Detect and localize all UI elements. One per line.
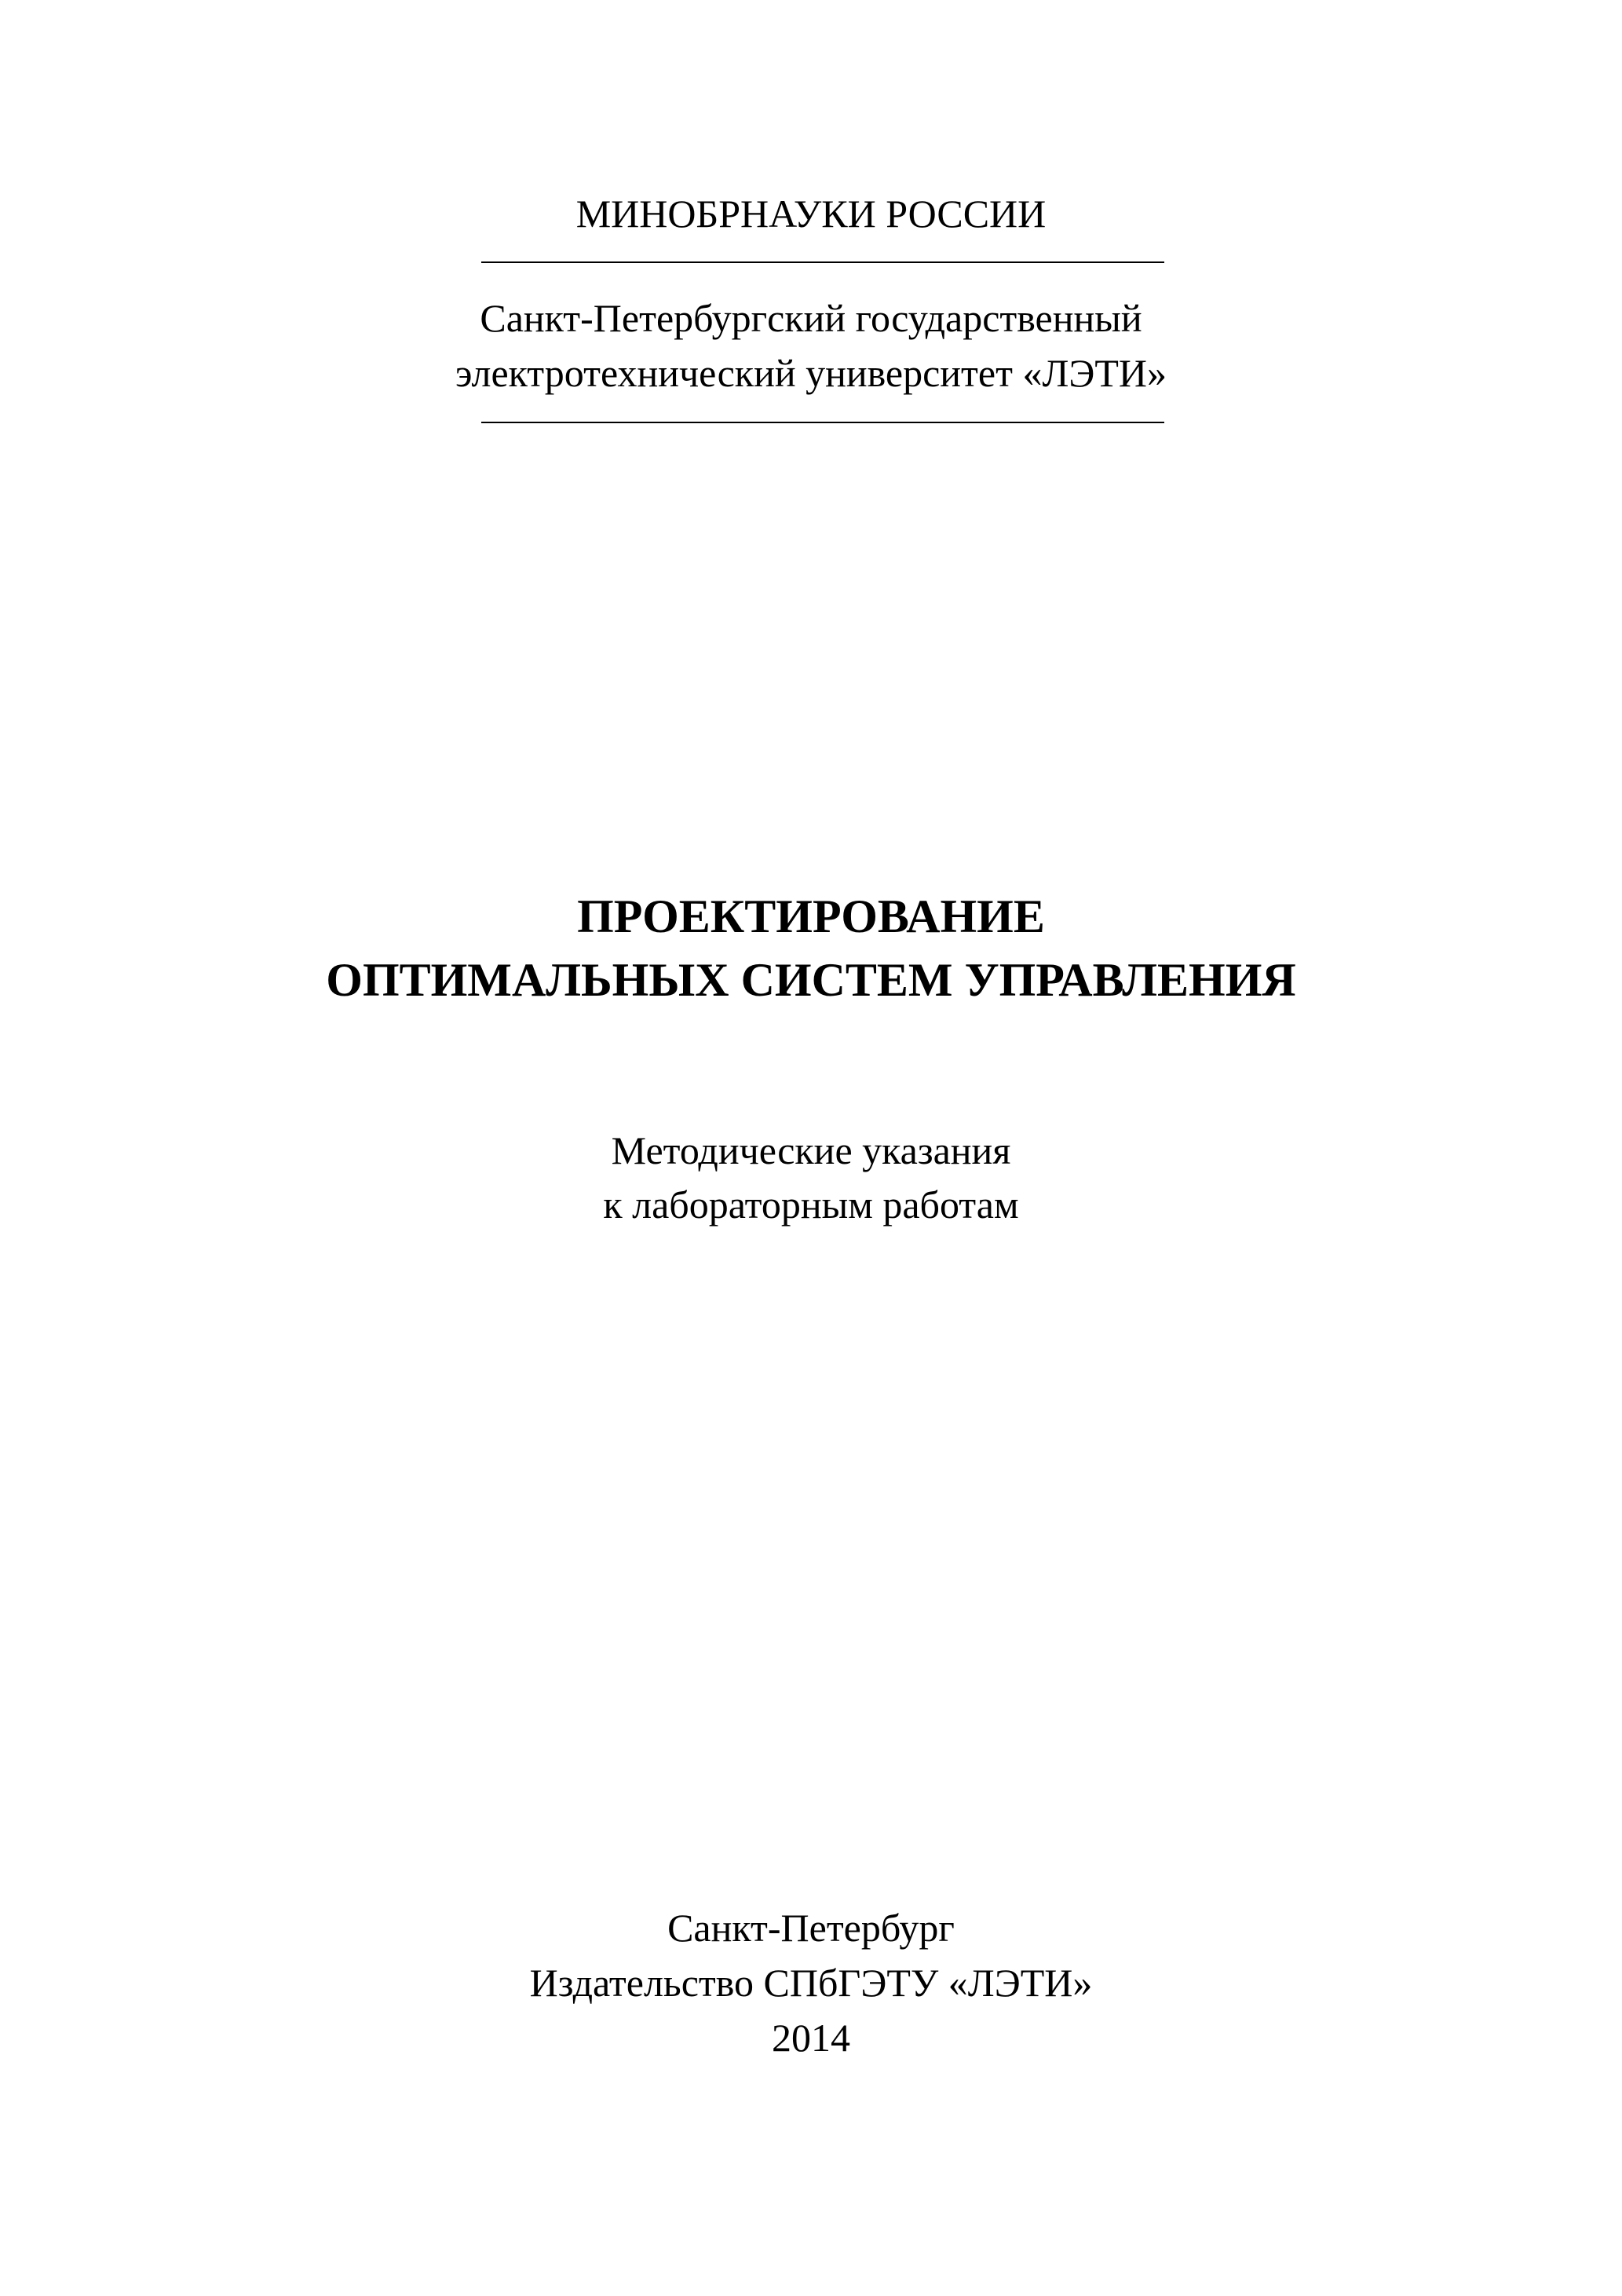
document-subtitle-line-1: Методические указания	[611, 1128, 1011, 1172]
document-title-line-1: ПРОЕКТИРОВАНИЕ	[577, 890, 1045, 942]
header-divider-top	[481, 261, 1164, 263]
publication-city: Санкт-Петербург	[667, 1906, 955, 1950]
document-title-line-2: ОПТИМАЛЬНЫХ СИСТЕМ УПРАВЛЕНИЯ	[326, 954, 1296, 1006]
publication-year: 2014	[772, 2016, 850, 2060]
ministry-name: МИНОБРНАУКИ РОССИИ	[575, 192, 1047, 236]
university-name-line-2: электротехнический университет «ЛЭТИ»	[455, 351, 1167, 395]
document-subtitle-line-2: к лабораторным работам	[603, 1183, 1019, 1227]
header-divider-bottom	[481, 422, 1164, 423]
university-name-line-1: Санкт-Петербургский государственный	[480, 296, 1142, 340]
publisher-name: Издательство СПбГЭТУ «ЛЭТИ»	[529, 1961, 1093, 2005]
